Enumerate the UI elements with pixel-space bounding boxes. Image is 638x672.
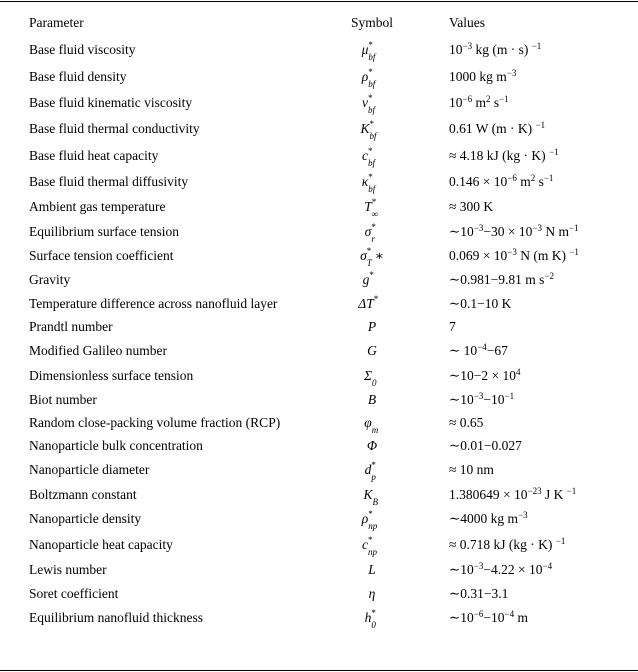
parameter-symbol: c * np: [362, 535, 377, 557]
table-row: [0, 559, 638, 581]
parameter-value: $1.380649 \times 10^{-23}$ J K $^{-1}$: [449, 486, 577, 502]
parameter-value: $10^{-6}$ $m^2$ $s^{-1}$: [449, 94, 509, 110]
table-row: [0, 435, 638, 457]
table-row: [0, 245, 638, 267]
parameter-symbol: c * bf: [362, 146, 376, 168]
parameter-symbol: Σ 0: [363, 368, 377, 388]
table-row: [0, 389, 638, 411]
parameter-name: Gravity: [29, 272, 71, 287]
parameter-symbol: σ * r: [364, 222, 376, 244]
parameter-name: Biot number: [29, 392, 97, 407]
parameter-name: Nanoparticle bulk concentration: [29, 438, 203, 453]
parameter-name: Equilibrium surface tension: [29, 224, 179, 239]
parameter-value: 0.61 W (m · K) $^{-1}$: [449, 120, 546, 136]
table-row: [0, 607, 638, 629]
parameter-name: Nanoparticle heat capacity: [29, 537, 173, 552]
parameter-name: Surface tension coefficient: [29, 248, 174, 263]
parameter-name: Modified Galileo number: [29, 343, 167, 358]
parameter-name: Base fluid kinematic viscosity: [29, 95, 193, 110]
parameter-symbol: Φ: [366, 438, 378, 453]
parameter-value: ≈ 4.18 kJ (kg · K) $^{-1}$: [449, 147, 559, 163]
header-parameter: Parameter: [29, 15, 84, 30]
parameter-symbol: h * 0: [364, 608, 376, 630]
table-row: [0, 459, 638, 481]
parameter-value: ≈ 300 K: [449, 199, 494, 214]
parameter-symbol: σ * T ∗: [360, 246, 384, 268]
bottom-rule: [0, 670, 638, 671]
parameter-name: Base fluid density: [29, 69, 127, 84]
parameter-name: Dimensionless surface tension: [29, 368, 194, 383]
parameter-value: $\sim 10^{-6}-10^{-4}$ m: [449, 609, 528, 625]
parameter-symbol: κ * bf: [361, 172, 376, 194]
parameter-name: Base fluid thermal conductivity: [29, 121, 200, 136]
table-row: [0, 316, 638, 338]
table-row: [0, 412, 638, 434]
table-row: [0, 39, 638, 61]
parameter-value: ∼0.1−10 K: [449, 296, 512, 311]
header-values: Values: [449, 15, 485, 30]
table-row: [0, 221, 638, 243]
table-row: [0, 508, 638, 530]
parameter-symbol: μ * bf: [361, 40, 376, 62]
parameter-symbol: η: [368, 586, 376, 601]
parameter-name: Base fluid heat capacity: [29, 148, 159, 163]
parameter-name: Soret coefficient: [29, 586, 119, 601]
table-row: [0, 269, 638, 291]
parameter-value: ≈ 0.65: [449, 415, 484, 430]
parameter-value: ≈ 10 nm: [449, 462, 494, 477]
parameter-name: Prandtl number: [29, 319, 113, 334]
parameter-symbol: L: [368, 562, 376, 577]
parameter-symbol: ν * bf: [362, 93, 376, 115]
top-rule: [0, 1, 638, 2]
parameter-value: $0.146 \times 10^{-6}$ $m^2$ $s^{-1}$: [449, 173, 554, 189]
table-row: [0, 66, 638, 88]
table-row: [0, 118, 638, 140]
parameter-value: $\sim 10^{-3}-30 \times 10^{-3}$ N $m^{-1}$: [449, 223, 579, 239]
table-row: [0, 583, 638, 605]
parameter-symbol: ρ * np: [361, 509, 378, 531]
parameter-value: ∼0.01−0.027: [449, 438, 522, 453]
table-row: [0, 145, 638, 167]
parameter-value: ∼0.31−3.1: [449, 586, 509, 601]
parameter-name: Boltzmann constant: [29, 487, 137, 502]
parameter-value: ∼4000 kg $m^{-3}$: [449, 510, 528, 526]
parameter-name: Nanoparticle diameter: [29, 462, 150, 477]
parameter-name: Ambient gas temperature: [29, 199, 166, 214]
parameter-symbol: ρ * bf: [361, 67, 376, 89]
header-symbol: Symbol: [350, 15, 394, 30]
parameter-symbol: P: [367, 319, 377, 334]
table-row: [0, 293, 638, 315]
parameter-value: ∼0.981−9.81 m $s^{-2}$: [449, 271, 555, 287]
table-row: [0, 365, 638, 387]
parameter-name: Temperature difference across nanofluid layer: [29, 296, 278, 311]
table-row: [0, 171, 638, 193]
parameter-value: $\sim 10^{-3}-4.22 \times 10^{-4}$: [449, 561, 553, 577]
parameter-name: Random close-packing volume fraction (RCP): [29, 415, 281, 430]
table-row: [0, 484, 638, 506]
parameter-symbol: K B: [363, 487, 379, 507]
parameter-value: ∼10−2 × $10^4$: [449, 367, 521, 383]
parameter-name: Base fluid thermal diffusivity: [29, 174, 189, 189]
parameter-name: Lewis number: [29, 562, 107, 577]
table-header: [0, 12, 638, 34]
parameter-symbol: T * ∞: [364, 197, 379, 219]
parameter-name: Base fluid viscosity: [29, 42, 136, 57]
parameter-symbol: K * bf: [360, 119, 377, 141]
table-row: [0, 340, 638, 362]
parameter-name: Nanoparticle density: [29, 511, 142, 526]
parameter-value: $10^{-3}$ kg (m · s) $^{-1}$: [449, 41, 542, 57]
table-row: [0, 196, 638, 218]
parameter-symbol: φ m: [364, 415, 379, 435]
parameter-value: ≈ 0.718 kJ (kg · K) $^{-1}$: [449, 536, 566, 552]
parameter-symbol: d * p: [364, 460, 376, 482]
parameter-value: $\sim 10^{-3}-10^{-1}$: [449, 391, 515, 407]
parameter-symbol: B: [367, 392, 377, 407]
parameter-name: Equilibrium nanofluid thickness: [29, 610, 203, 625]
table-row: [0, 534, 638, 556]
parameter-symbol: G: [367, 343, 377, 358]
parameter-symbol: ΔT *: [358, 294, 379, 311]
table-row: [0, 92, 638, 114]
parameter-value: ∼ $10^{-4}-67$: [449, 342, 508, 358]
parameter-symbol: g *: [362, 270, 374, 287]
parameter-value: $0.069 \times 10^{-3}$ N (m K) $^{-1}$: [449, 247, 579, 263]
parameter-value: 7: [449, 319, 456, 334]
parameter-value: 1000 kg $m^{-3}$: [449, 68, 517, 84]
